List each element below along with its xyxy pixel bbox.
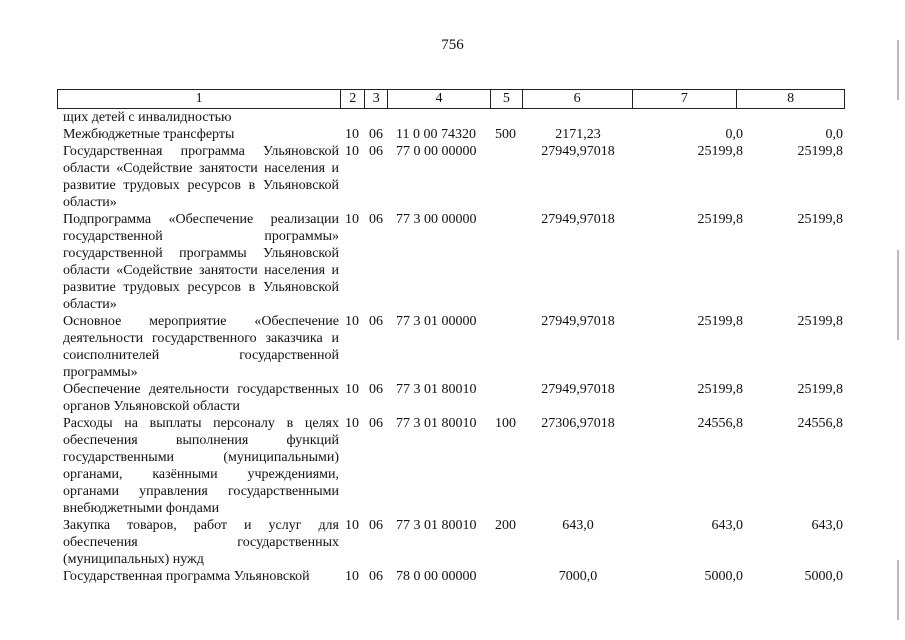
row-name: Государственная программа Ульяновской (63, 569, 310, 584)
row-name: Межбюджетные трансферты (63, 127, 235, 142)
header-col-6: 6 (523, 90, 633, 108)
row-section: 10 (345, 127, 359, 142)
row-subsection: 06 (369, 382, 383, 397)
row-section: 10 (345, 518, 359, 533)
row-name: Подпрограмма «Обеспечение реализации государственной программы» государственной программы Ульяновской области «Содействие занятости населения и развитие трудовых ресурсов в Ульяновской области» (63, 212, 339, 312)
row-expense-type: 200 (495, 518, 516, 533)
scan-margin-mark (897, 560, 899, 620)
table-row (63, 109, 853, 126)
table-header (57, 89, 845, 109)
row-value-6: 7000,0 (558, 569, 598, 584)
page-number: 756 (441, 37, 464, 53)
row-target-code: 77 3 01 80010 (396, 416, 477, 431)
row-value-6: 27949,97018 (541, 314, 615, 329)
row-value-8: 24556,8 (797, 416, 843, 431)
scan-margin-mark (897, 250, 899, 340)
row-section: 10 (345, 569, 359, 584)
table-row (63, 211, 853, 313)
row-section: 10 (345, 212, 359, 227)
row-target-code: 77 3 00 00000 (396, 212, 477, 227)
row-value-6: 2171,23 (555, 127, 601, 142)
row-subsection: 06 (369, 416, 383, 431)
row-subsection: 06 (369, 212, 383, 227)
row-name: Обеспечение деятельности государственных органов Ульяновской области (63, 382, 339, 414)
table-row (63, 143, 853, 211)
row-value-7: 24556,8 (697, 416, 743, 431)
row-name: Основное мероприятие «Обеспечение деятельности государственного заказчика и соисполнителей государственной программы» (63, 314, 339, 380)
row-value-7: 0,0 (725, 127, 743, 142)
row-target-code: 77 3 01 80010 (396, 518, 477, 533)
row-section: 10 (345, 314, 359, 329)
row-target-code: 11 0 00 74320 (396, 127, 476, 142)
row-value-7: 25199,8 (697, 382, 743, 397)
header-col-7: 7 (633, 90, 738, 108)
row-section: 10 (345, 416, 359, 431)
row-value-8: 0,0 (825, 127, 843, 142)
row-value-8: 25199,8 (797, 144, 843, 159)
row-name: Расходы на выплаты персоналу в целях обеспечения выполнения функций государственными (муниципальными) органами, казёнными учреждениями, органами управления государственными внебюджетными фондами (63, 416, 339, 516)
row-target-code: 78 0 00 00000 (396, 569, 477, 584)
row-value-7: 25199,8 (697, 212, 743, 227)
header-col-5: 5 (491, 90, 523, 108)
row-value-7: 5000,0 (704, 569, 743, 584)
row-value-8: 5000,0 (804, 569, 843, 584)
table-row (63, 381, 853, 415)
row-subsection: 06 (369, 569, 383, 584)
row-value-8: 643,0 (811, 518, 843, 533)
row-value-6: 27306,97018 (541, 416, 615, 431)
table-row (63, 415, 853, 517)
header-col-4: 4 (388, 90, 491, 108)
row-expense-type: 100 (495, 416, 516, 431)
row-subsection: 06 (369, 144, 383, 159)
header-col-3: 3 (365, 90, 388, 108)
row-value-7: 25199,8 (697, 314, 743, 329)
table-row (63, 517, 853, 568)
header-col-1: 1 (58, 90, 341, 108)
row-value-7: 643,0 (711, 518, 743, 533)
row-name: щих детей с инвалидностью (63, 110, 232, 125)
header-col-8: 8 (787, 91, 795, 106)
row-target-code: 77 0 00 00000 (396, 144, 477, 159)
row-name: Закупка товаров, работ и услуг для обеспечения государственных (муниципальных) нужд (63, 518, 339, 567)
row-value-8: 25199,8 (797, 314, 843, 329)
row-value-7: 25199,8 (697, 144, 743, 159)
row-section: 10 (345, 144, 359, 159)
row-subsection: 06 (369, 314, 383, 329)
table-row (63, 126, 853, 143)
row-target-code: 77 3 01 80010 (396, 382, 477, 397)
row-value-8: 25199,8 (797, 382, 843, 397)
table-row (63, 313, 853, 381)
row-target-code: 77 3 01 00000 (396, 314, 477, 329)
row-name: Государственная программа Ульяновской области «Содействие занятости населения и развитие трудовых ресурсов в Ульяновской области» (63, 144, 339, 210)
row-subsection: 06 (369, 127, 383, 142)
row-value-6: 27949,97018 (541, 144, 615, 159)
row-section: 10 (345, 382, 359, 397)
header-col-2: 2 (341, 90, 365, 108)
row-value-8: 25199,8 (797, 212, 843, 227)
row-value-6: 27949,97018 (541, 212, 615, 227)
row-value-6: 27949,97018 (541, 382, 615, 397)
row-value-6: 643,0 (562, 518, 594, 533)
scan-margin-mark (897, 40, 899, 100)
row-expense-type: 500 (495, 127, 516, 142)
table-row (63, 568, 853, 585)
row-subsection: 06 (369, 518, 383, 533)
table-body (63, 109, 853, 585)
